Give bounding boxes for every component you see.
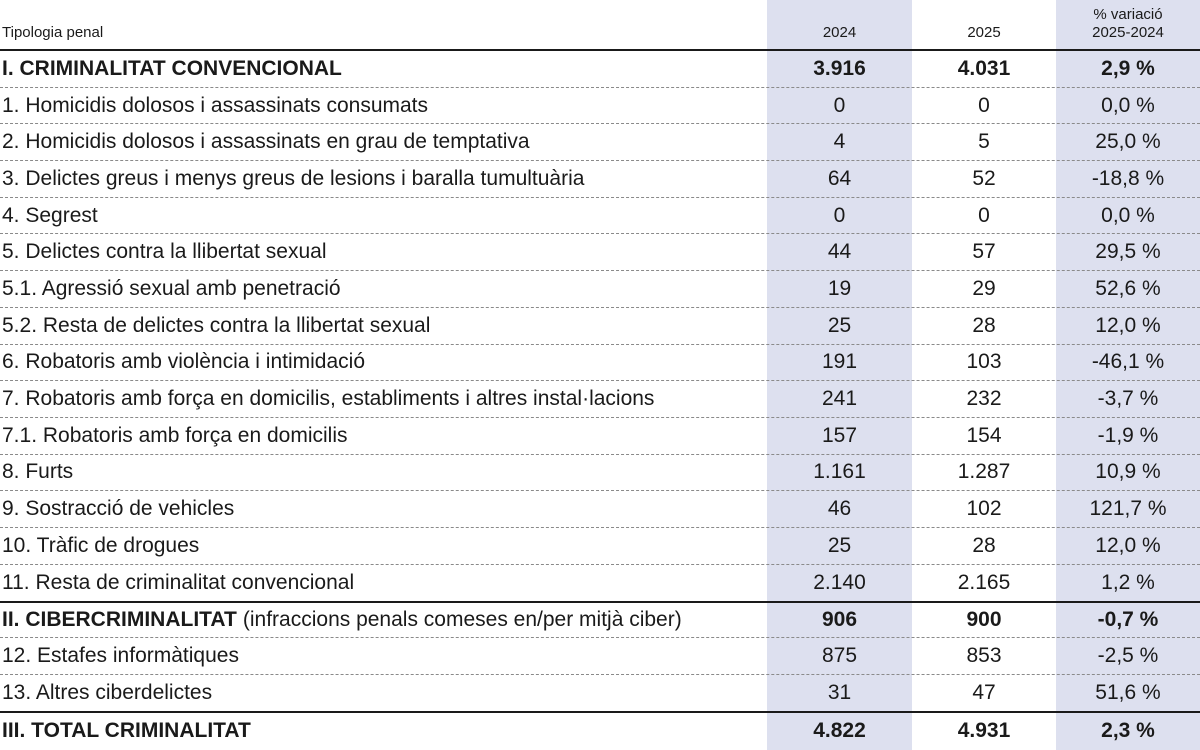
row-label-note: (infraccions penals comeses en/per mitjà ciber) [242, 608, 682, 632]
row-value-2025: 1.287 [957, 460, 1011, 484]
row-label [2, 161, 584, 197]
row-value-2024: 25 [827, 533, 852, 557]
table-row [0, 198, 1200, 235]
row-value-2025: 154 [966, 423, 1002, 447]
row-label [2, 491, 234, 527]
row-value-2024: 1.161 [813, 460, 866, 484]
row-variation: 12,0 % [1095, 313, 1161, 337]
header-year-2025: 2025 [967, 24, 1001, 41]
row-label [2, 713, 257, 748]
row-value-2025: 57 [972, 240, 996, 264]
row-variation: 2,9 % [1101, 56, 1155, 80]
row-value-2024: 3.916 [813, 56, 866, 80]
row-label-text: 5. Delictes contra la llibertat sexual [2, 240, 327, 264]
table-row [0, 418, 1200, 455]
row-value-2025: 853 [966, 643, 1002, 667]
row-value-2025: 900 [966, 608, 1002, 632]
row-label-text: 2. Homicidis dolosos i assassinats en grau de temptativa [2, 130, 530, 154]
row-variation: -2,5 % [1097, 643, 1159, 667]
table-row [0, 675, 1200, 712]
header-label-tipologia: Tipologia penal [2, 24, 104, 41]
row-label-text: 8. Furts [2, 460, 74, 484]
row-value-2025: 29 [972, 276, 996, 300]
row-value-2025: 4.031 [957, 56, 1011, 80]
row-value-2025: 52 [972, 166, 996, 190]
table-row [0, 124, 1200, 161]
row-variation: 0,0 % [1101, 93, 1155, 117]
row-label [2, 271, 341, 307]
row-label [2, 381, 654, 417]
row-value-2025: 47 [972, 681, 996, 705]
row-variation: 51,6 % [1095, 681, 1161, 705]
row-variation: -1,9 % [1097, 423, 1159, 447]
row-value-2025: 5 [978, 130, 990, 154]
row-variation: -0,7 % [1097, 608, 1159, 632]
table-row [0, 161, 1200, 198]
row-variation: 1,2 % [1101, 570, 1155, 594]
row-variation: 52,6 % [1095, 276, 1161, 300]
row-variation: 12,0 % [1095, 533, 1161, 557]
row-label [2, 308, 430, 344]
row-label-text: 10. Tràfic de drogues [2, 533, 200, 557]
row-label-text: 7. Robatoris amb força en domicilis, establiments i altres instal·lacions [2, 387, 655, 411]
row-value-2025: 0 [978, 203, 990, 227]
header-year-2024: 2024 [822, 24, 857, 41]
row-value-2025: 28 [972, 313, 996, 337]
row-label-text: 4. Segrest [2, 203, 98, 227]
row-value-2024: 906 [821, 608, 858, 632]
row-variation: -3,7 % [1097, 387, 1159, 411]
table-row [0, 51, 1200, 88]
table-row [0, 381, 1200, 418]
row-variation: 2,3 % [1101, 718, 1155, 742]
row-value-2025: 28 [972, 533, 996, 557]
table-row [0, 345, 1200, 382]
row-variation: 0,0 % [1101, 203, 1155, 227]
row-value-2024: 241 [821, 387, 858, 411]
table-row [0, 234, 1200, 271]
row-label [2, 124, 530, 160]
row-label [2, 418, 348, 454]
table-header [0, 0, 1200, 49]
table-row [0, 271, 1200, 308]
row-value-2025: 102 [966, 497, 1002, 521]
row-label [2, 51, 348, 87]
row-label [2, 88, 428, 124]
table-row [0, 455, 1200, 492]
row-value-2024: 0 [833, 203, 846, 227]
row-label [2, 638, 239, 674]
table-row [0, 308, 1200, 345]
row-value-2024: 875 [821, 643, 858, 667]
row-value-2024: 0 [833, 93, 846, 117]
row-value-2024: 25 [827, 313, 852, 337]
header-variation [1056, 6, 1200, 42]
row-label-text: 1. Homicidis dolosos i assassinats consumats [2, 93, 429, 117]
table-row [0, 528, 1200, 565]
table-row [0, 565, 1200, 602]
row-value-2024: 64 [827, 166, 852, 190]
row-label [2, 198, 98, 234]
row-value-2024: 2.140 [813, 570, 866, 594]
row-label-text: III. TOTAL CRIMINALITAT [2, 718, 251, 742]
row-label-text: 12. Estafes informàtiques [2, 643, 239, 667]
row-label-text: 3. Delictes greus i menys greus de lesions i baralla tumultuària [2, 166, 585, 190]
table-row [0, 711, 1200, 748]
header-variation-line2: 2025-2024 [1092, 24, 1164, 41]
row-value-2024: 191 [821, 350, 858, 374]
row-label [2, 603, 682, 637]
row-value-2024: 44 [827, 240, 852, 264]
table-row [0, 491, 1200, 528]
row-value-2024: 46 [827, 497, 852, 521]
row-label-text: 5.2. Resta de delictes contra la llibertat sexual [2, 313, 431, 337]
table-body [0, 51, 1200, 748]
row-value-2025: 4.931 [957, 718, 1011, 742]
header-variation-line1: % variació [1093, 6, 1163, 23]
row-label [2, 675, 212, 712]
row-variation: 25,0 % [1095, 130, 1161, 154]
row-variation: 29,5 % [1095, 240, 1161, 264]
row-value-2025: 232 [966, 387, 1002, 411]
row-label-text: 5.1. Agressió sexual amb penetració [2, 276, 341, 300]
row-variation: 121,7 % [1089, 497, 1167, 521]
row-label [2, 565, 354, 602]
row-label [2, 528, 199, 564]
row-label-text: 13. Altres ciberdelictes [2, 681, 213, 705]
row-label-text: II. CIBERCRIMINALITAT [2, 608, 237, 632]
row-variation: -46,1 % [1091, 350, 1165, 374]
table-row [0, 88, 1200, 125]
row-variation: -18,8 % [1091, 166, 1165, 190]
row-label-text: 6. Robatoris amb violència i intimidació [2, 350, 365, 374]
row-value-2025: 103 [966, 350, 1002, 374]
row-label-text: 7.1. Robatoris amb força en domicilis [2, 423, 348, 447]
row-label [2, 345, 365, 381]
row-variation: 10,9 % [1095, 460, 1161, 484]
row-value-2024: 157 [821, 423, 858, 447]
row-label-text: 9. Sostracció de vehicles [2, 497, 235, 521]
table-row [0, 601, 1200, 638]
row-value-2024: 19 [827, 276, 852, 300]
row-label [2, 234, 327, 270]
row-value-2024: 31 [827, 681, 852, 705]
row-value-2024: 4 [833, 130, 846, 154]
row-label [2, 455, 73, 491]
row-value-2025: 0 [978, 93, 990, 117]
row-label-text: 11. Resta de criminalitat convencional [2, 570, 355, 594]
row-value-2025: 2.165 [957, 570, 1011, 594]
row-label-text: I. CRIMINALITAT CONVENCIONAL [2, 56, 342, 80]
table-row [0, 638, 1200, 675]
row-value-2024: 4.822 [813, 718, 866, 742]
